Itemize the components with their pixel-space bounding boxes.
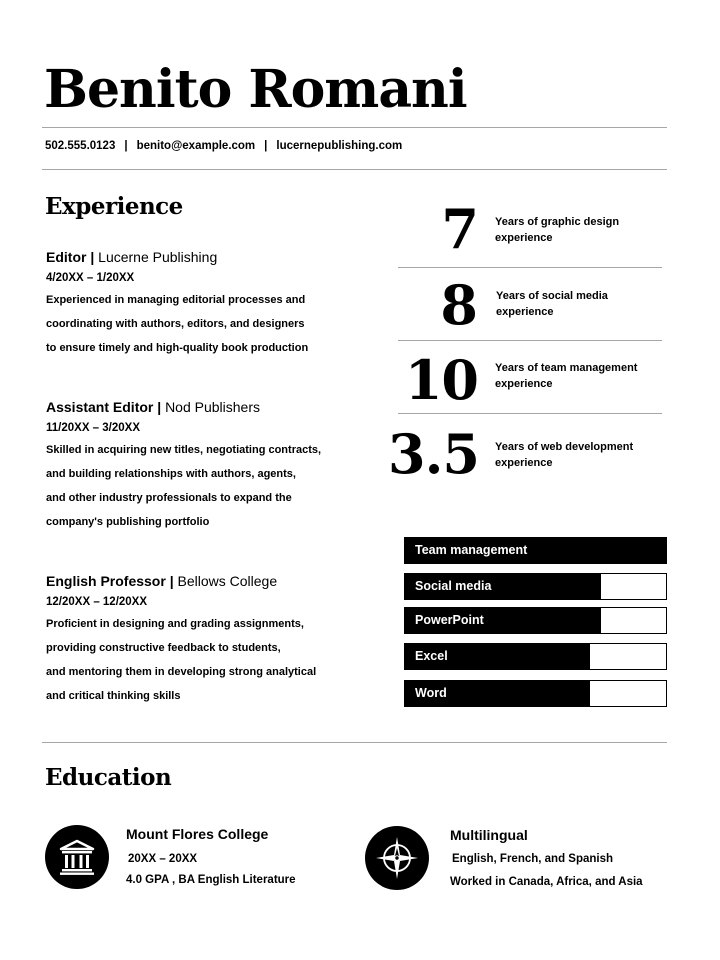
job-description-line: and mentoring them in developing strong analytical — [46, 666, 317, 678]
edu-languages: English, French, and Spanish — [452, 853, 614, 865]
experience-heading: Experience — [45, 193, 183, 220]
stat-label-line: experience — [495, 378, 553, 390]
email-link[interactable]: benito@example.com — [136, 140, 256, 152]
job-title: Assistant Editor — [46, 399, 154, 415]
edu-title: Mount Flores College — [126, 826, 269, 842]
job-header — [46, 398, 346, 416]
edu-title: Multilingual — [450, 827, 528, 843]
job-title: Editor — [46, 249, 87, 265]
job-description-line: coordinating with authors, editors, and designers — [46, 318, 305, 330]
stat-label — [495, 439, 655, 471]
job-description-line: company's publishing portfolio — [46, 516, 210, 528]
stat-label-line: experience — [496, 306, 554, 318]
education-heading: Education — [45, 764, 172, 791]
job-dates: 4/20XX – 1/20XX — [46, 272, 135, 284]
stat-divider — [398, 340, 662, 341]
stat-label-line: Years of social media — [496, 290, 608, 302]
stat-label-line: Years of web development — [495, 441, 634, 453]
skill-label: PowerPoint — [415, 613, 484, 627]
job-description-line: providing constructive feedback to students, — [46, 642, 281, 654]
job-dates: 11/20XX – 3/20XX — [46, 422, 140, 434]
job-description-line: to ensure timely and high-quality book production — [46, 342, 309, 354]
job-header — [46, 248, 346, 266]
job-description — [46, 438, 346, 534]
job-entry — [46, 572, 346, 708]
header-divider-top — [42, 127, 667, 128]
skill-label: Team management — [415, 543, 528, 557]
skill-bar — [404, 607, 667, 634]
skill-bar — [404, 680, 667, 707]
job-description-line: Proficient in designing and grading assignments, — [46, 618, 304, 630]
stat-divider — [398, 267, 662, 268]
job-separator: | — [90, 249, 95, 265]
job-description-line: Skilled in acquiring new titles, negotiating contracts, — [46, 444, 322, 456]
stat-label-line: experience — [495, 232, 553, 244]
job-company: Bellows College — [177, 573, 278, 589]
edu-details: 4.0 GPA , BA English Literature — [126, 874, 296, 886]
job-company: Nod Publishers — [165, 399, 260, 415]
skill-label: Social media — [415, 579, 492, 593]
edu-details: Worked in Canada, Africa, and Asia — [450, 876, 643, 888]
job-description — [46, 612, 346, 708]
job-dates: 12/20XX – 12/20XX — [46, 596, 148, 608]
skill-bar — [404, 573, 667, 600]
job-description-line: and critical thinking skills — [46, 690, 181, 702]
stat-label-line: Years of team management — [495, 362, 638, 374]
stat-label — [495, 214, 655, 246]
stat-label-line: experience — [495, 457, 553, 469]
resume-name: Benito Romani — [44, 59, 467, 120]
job-title: English Professor — [46, 573, 166, 589]
institution-icon — [45, 825, 109, 889]
skill-bar — [404, 537, 667, 564]
job-separator: | — [157, 399, 162, 415]
header-divider-bottom — [42, 169, 667, 170]
stat-label — [496, 288, 656, 320]
website-link[interactable]: lucernepublishing.com — [276, 140, 403, 152]
stat-number: 10 — [404, 348, 478, 412]
contact-separator: | — [124, 140, 128, 152]
skill-bar — [404, 643, 667, 670]
compass-icon — [365, 826, 429, 890]
stat-label — [495, 360, 655, 392]
contact-line — [45, 140, 402, 152]
stat-label-line: Years of graphic design — [495, 216, 620, 228]
education-divider — [42, 742, 667, 743]
stat-number: 7 — [441, 197, 478, 261]
phone-text: 502.555.0123 — [45, 140, 116, 152]
stat-number: 3.5 — [388, 422, 479, 486]
job-entry — [46, 398, 346, 534]
contact-separator: | — [264, 140, 268, 152]
job-header — [46, 572, 346, 590]
job-company: Lucerne Publishing — [98, 249, 218, 265]
job-description-line: and other industry professionals to expand the — [46, 492, 292, 504]
job-description-line: and building relationships with authors, agents, — [46, 468, 296, 480]
job-entry — [46, 248, 346, 360]
job-description — [46, 288, 346, 360]
skill-label: Word — [415, 686, 447, 700]
job-description-line: Experienced in managing editorial processes and — [46, 294, 306, 306]
stat-number: 8 — [440, 273, 477, 337]
skill-label: Excel — [415, 649, 448, 663]
edu-dates: 20XX – 20XX — [128, 853, 198, 865]
stat-divider — [398, 413, 662, 414]
job-separator: | — [169, 573, 174, 589]
